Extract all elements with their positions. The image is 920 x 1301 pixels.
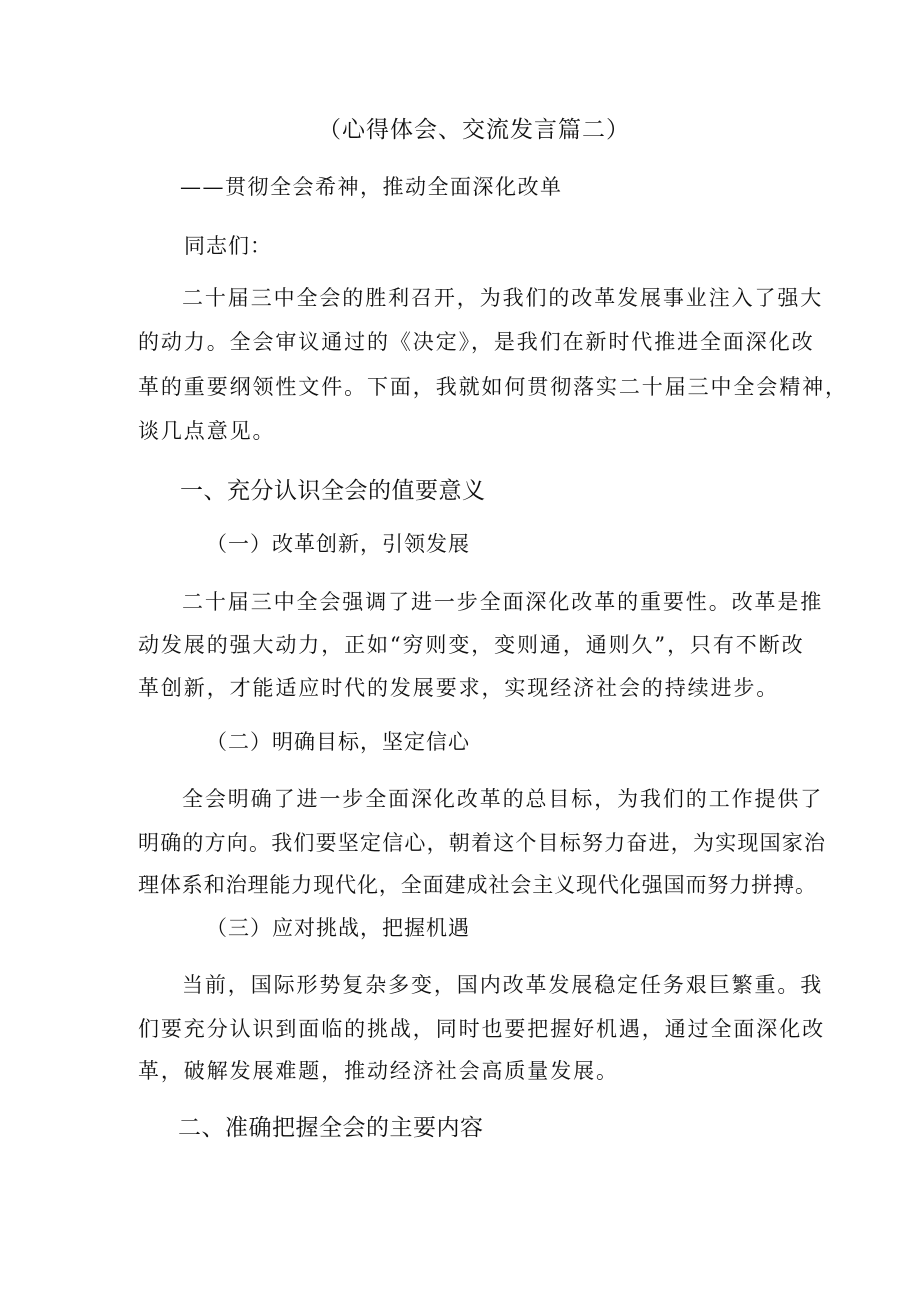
section-2-heading: 二、准确把握全会的主要内容 bbox=[178, 1115, 484, 1141]
section-1-heading: 一、充分认识全会的值要意义 bbox=[180, 478, 486, 504]
subsection-1-line-1: 二十届三中全会强调了进一步全面深化改革的重要性。改革是推 bbox=[182, 590, 824, 614]
intro-line-1: 二十届三中全会的胜利召开，为我们的改革发展事业注入了强大 bbox=[182, 286, 824, 310]
subsection-2-line-1: 全会明确了进一步全面深化改革的总目标，为我们的工作提供了 bbox=[182, 787, 824, 811]
intro-line-2: 的动力。全会审议通过的《决定》，是我们在新时代推进全面深化改 bbox=[138, 330, 815, 354]
subsection-1-line-2: 动发展的强大动力，正如“穷则变，变则通，通则久”，只有不断改 bbox=[138, 633, 805, 657]
document-title: （心得体会、交流发言篇二） bbox=[318, 117, 630, 143]
subsection-1-line-3: 革创新，才能适应时代的发展要求，实现经济社会的持续进步。 bbox=[138, 676, 780, 700]
subsection-2-heading: （二）明确目标，坚定信心 bbox=[206, 730, 470, 754]
subsection-3-line-1: 当前，国际形势复杂多变，国内改革发展稳定任务艰巨繁重。我 bbox=[182, 973, 824, 997]
intro-line-3: 革的重要纲领性文件。下面，我就如何贯彻落实二十届三中全会精神， bbox=[138, 375, 848, 399]
subsection-2-line-3: 理体系和治理能力现代化，全面建成社会主义现代化强国而努力拼搏。 bbox=[138, 873, 817, 897]
subsection-3-line-2: 们要充分认识到面临的挑战，同时也要把握好机遇，通过全面深化改 bbox=[138, 1017, 825, 1041]
subsection-3-heading: （三）应对挑战，把握机遇 bbox=[206, 916, 470, 940]
subsection-3-line-3: 革，破解发展难题，推动经济社会高质量发展。 bbox=[138, 1059, 619, 1083]
subsection-2-line-2: 明确的方向。我们要坚定信心，朝着这个目标努力奋进，为实现国家治 bbox=[138, 831, 827, 855]
salutation: 同志们： bbox=[184, 234, 272, 258]
document-subtitle: ——贯彻全会希神，推动全面深化改单 bbox=[180, 175, 563, 199]
subsection-1-heading: （一）改革创新，引领发展 bbox=[206, 532, 470, 556]
intro-line-4: 谈几点意见。 bbox=[138, 419, 276, 443]
